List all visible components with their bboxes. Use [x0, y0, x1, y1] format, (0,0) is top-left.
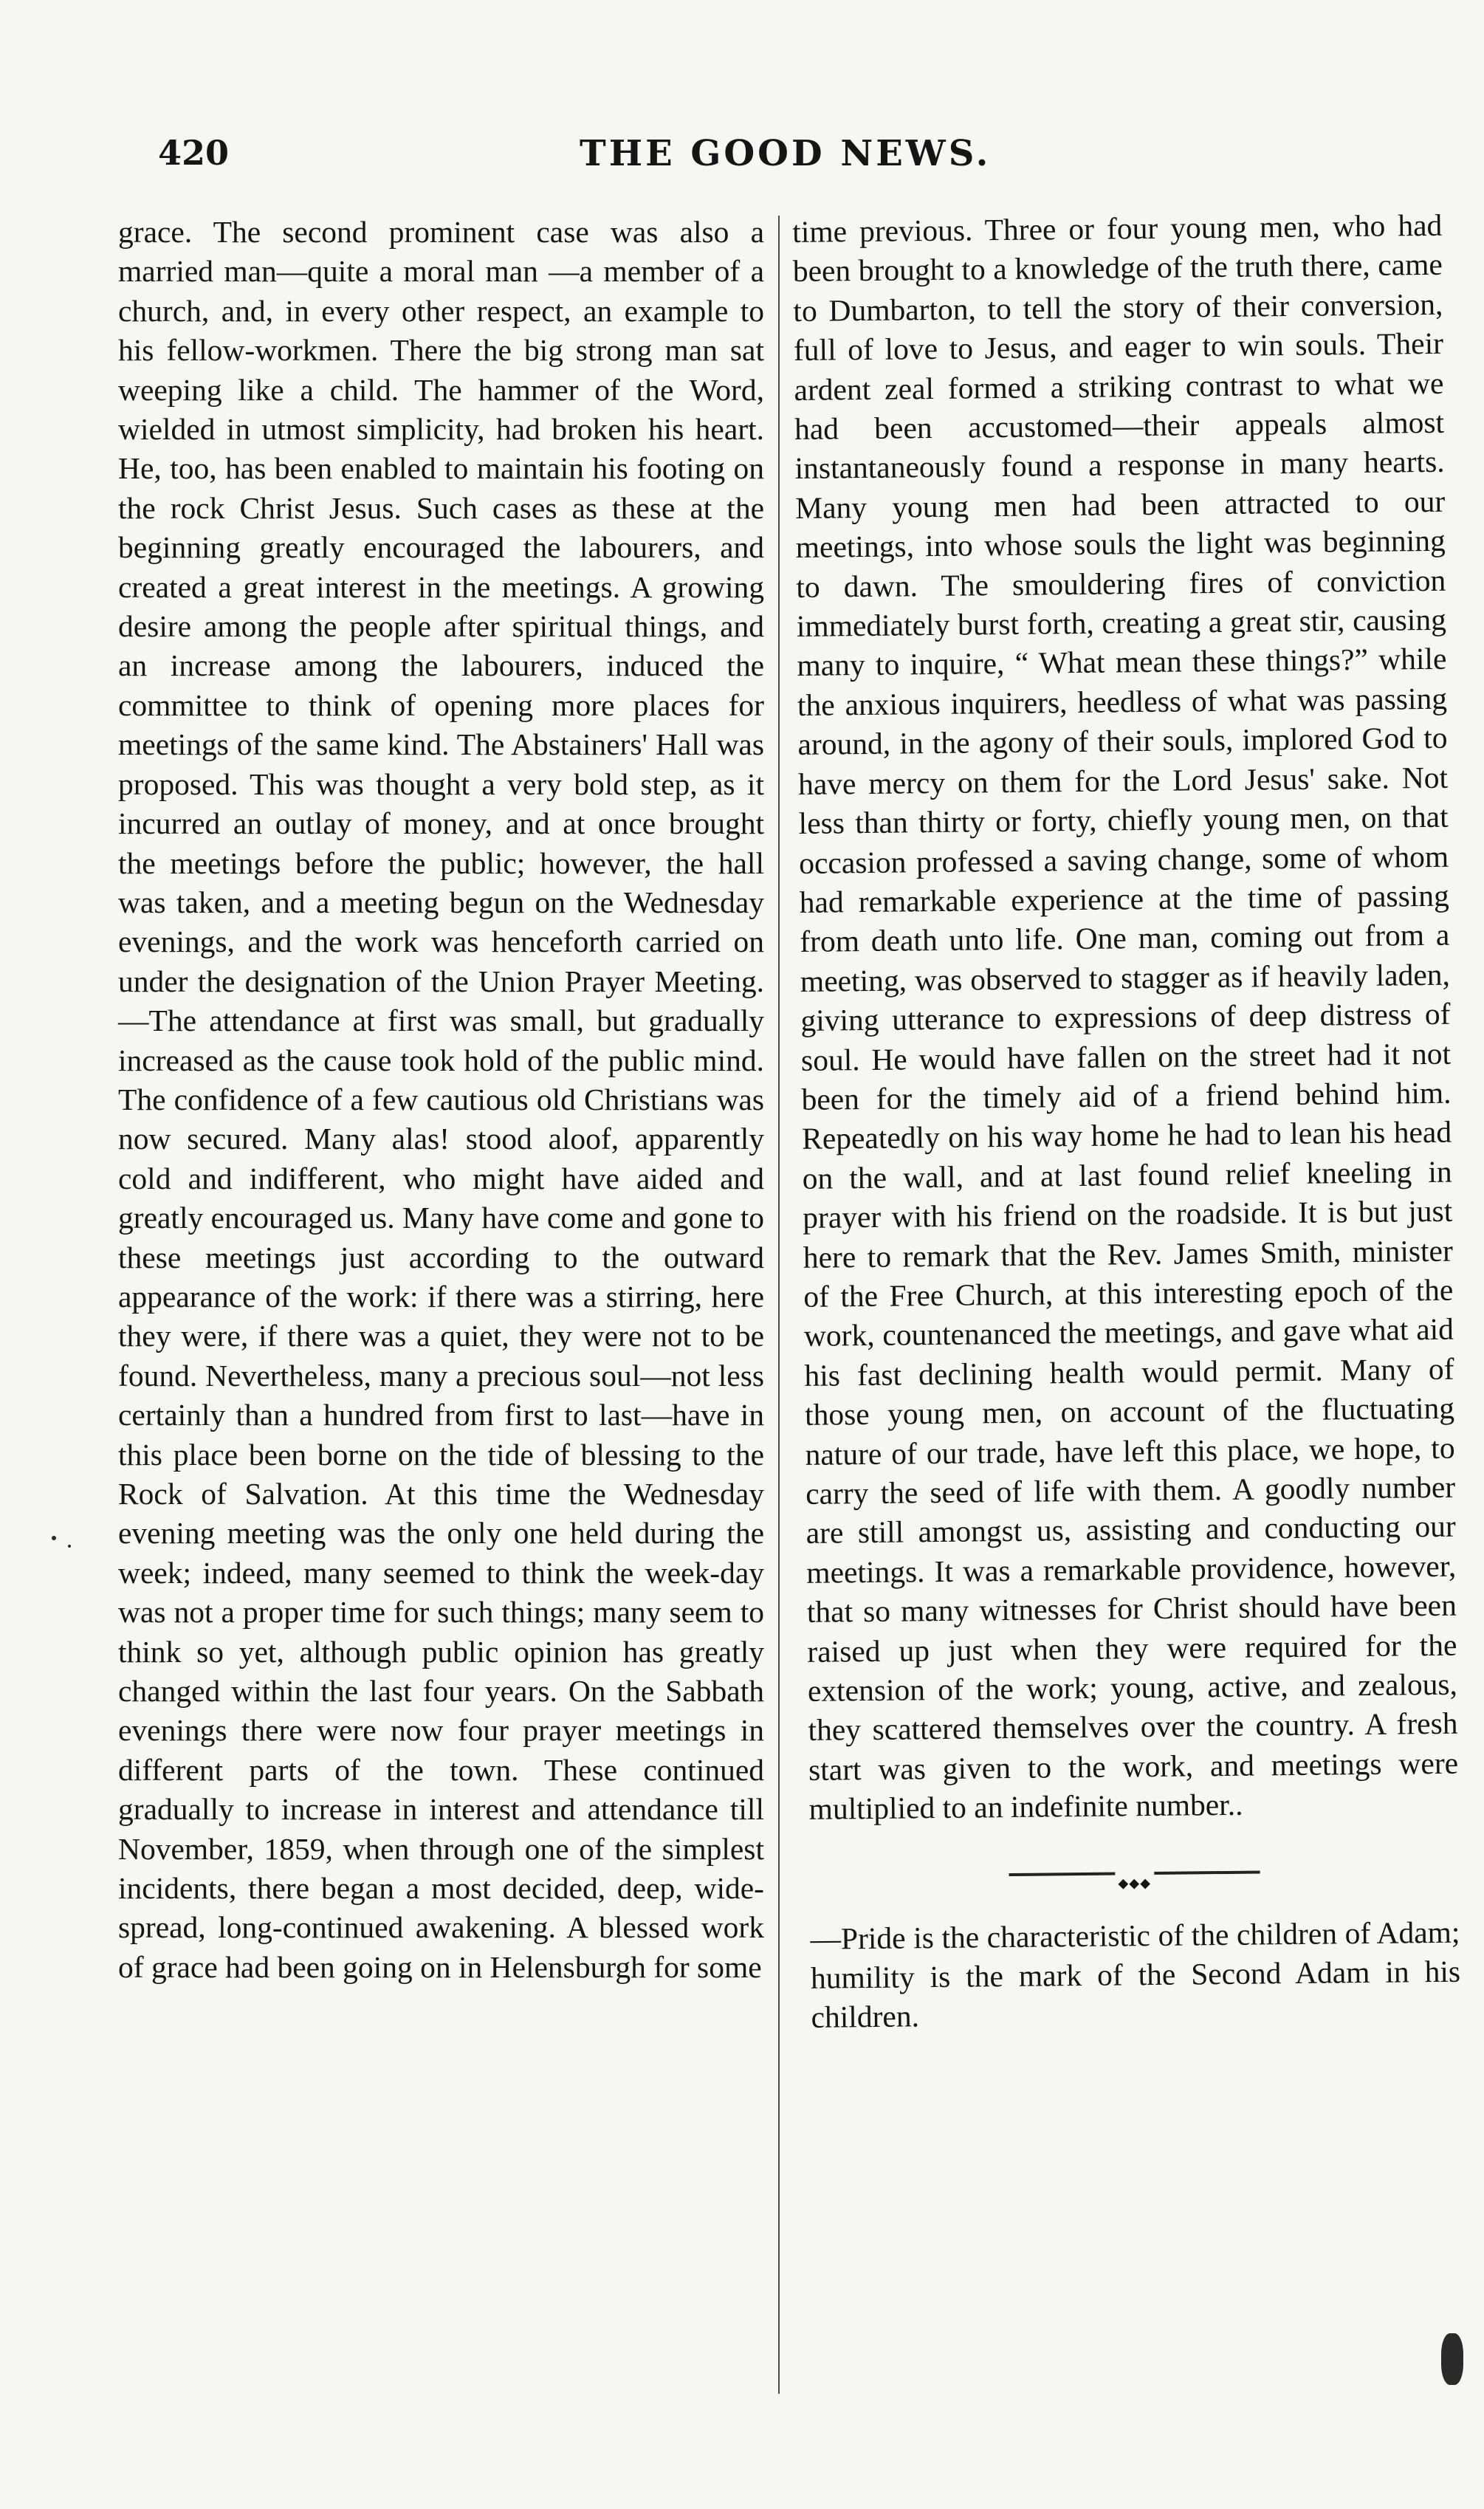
aphorism-paragraph: [810, 1912, 1461, 2037]
right-column: [792, 206, 1461, 2038]
left-column: [118, 213, 764, 1987]
ink-speck: [68, 1545, 71, 1548]
aphorism-text: —Pride is the characteristic of the children of Adam; humility is the mark of the Second Adam in his children.: [810, 1915, 1461, 2035]
left-column-text: grace. The second prominent case was also a married man—quite a moral man —a member of a church, and, in every other respect, an example to his fellow-workmen. There the big strong man sat weeping like a child. The hammer of the Word, wielded in utmost simplicity, had broken his heart. He, too, has been enabled to maintain his footing on the rock Christ Jesus. Such cases as these at the beginning greatly encouraged the labourers, and created a great interest in the meetings. A growing desire among the people after spiritual things, and an increase among the labourers, induced the committee to think of opening more places for meetings of the same kind. The Abstainers' Hall was proposed. This was thought a very bold step, as it incurred an outlay of money, and at once brought the meetings before the public; however, the hall was taken, and a meeting begun on the Wednesday evenings, and the work was henceforth carried on under the designation of the Union Prayer Meeting.—The attendance at first was small, but gradually increased as the cause took hold of the public mind. The confidence of a few cautious old Christians was now secured. Many alas! stood aloof, apparently cold and indifferent, who might have aided and greatly encouraged us. Many have come and gone to these meetings just according to the outward appearance of the work: if there was a stirring, here they were, if there was a quiet, they were not to be found. Nevertheless, many a precious soul—not less certainly than a hundred from first to last—have in this place been borne on the tide of blessing to the Rock of Salvation. At this time the Wednesday evening meeting was the only one held during the week; indeed, many seemed to think the week-day was not a proper time for such things; many seem to think so yet, although public opinion has greatly changed within the last four years. On the Sabbath evenings there were now four prayer meetings in different parts of the town. These continued gradually to increase in interest and attendance till November, 1859, when through one of the simplest incidents, there began a most decided, deep, wide-spread, long-continued awakening. A blessed work of grace had been going on in Helensburgh for some: [118, 215, 764, 1984]
right-column-paragraph: [792, 206, 1459, 1830]
ink-speck: [52, 1536, 56, 1540]
ink-blot: [1441, 2333, 1463, 2385]
ornamental-separator: [1009, 1870, 1260, 1876]
page-header: [111, 133, 1410, 192]
column-divider: [778, 216, 780, 2394]
page-number: 420: [158, 133, 230, 173]
running-title: THE GOOD NEWS.: [580, 133, 992, 174]
left-column-paragraph: [118, 213, 764, 1987]
right-column-text: time previous. Three or four young men, who had been brought to a knowledge of the truth there, came to Dumbarton, to tell the story of their conversion, full of love to Jesus, and eager to win souls. Their ardent zeal formed a striking contrast to what we had been accustomed—their appeals almost instantaneously found a response in many hearts. Many young men had been attracted to our meetings, into whose souls the light was beginning to dawn. The smouldering fires of conviction immediately burst forth, creating a great stir, causing many to inquire, “ What mean these things?” while the anxious inquirers, heedless of what was passing around, in the agony of their souls, implored God to have mercy on them for the Lord Jesus' sake. Not less than thirty or forty, chiefly young men, on that occasion professed a saving change, some of whom had remarkable experience at the time of passing from death unto life. One man, coming out from a meeting, was observed to stagger as if heavily laden, giving utterance to expressions of deep distress of soul. He would have fallen on the street had it not been for the timely aid of a friend behind him. Repeatedly on his way home he had to lean his head on the wall, and at last found relief kneeling in prayer with his friend on the roadside. It is but just here to remark that the Rev. James Smith, minister of the Free Church, at this interesting epoch of the work, countenanced the meetings, and gave what aid his fast declining health would permit. Many of those young men, on account of the fluctuating nature of our trade, have left this place, we hope, to carry the seed of life with them. A goodly number are still amongst us, assisting and conducting our meetings. It was a remarkable providence, however, that so many witnesses for Christ should have been raised up just when they were required for the extension of the work; young, active, and zealous, they scattered themselves over the country. A fresh start was given to the work, and meetings were multiplied to an indefinite number..: [792, 207, 1459, 1827]
